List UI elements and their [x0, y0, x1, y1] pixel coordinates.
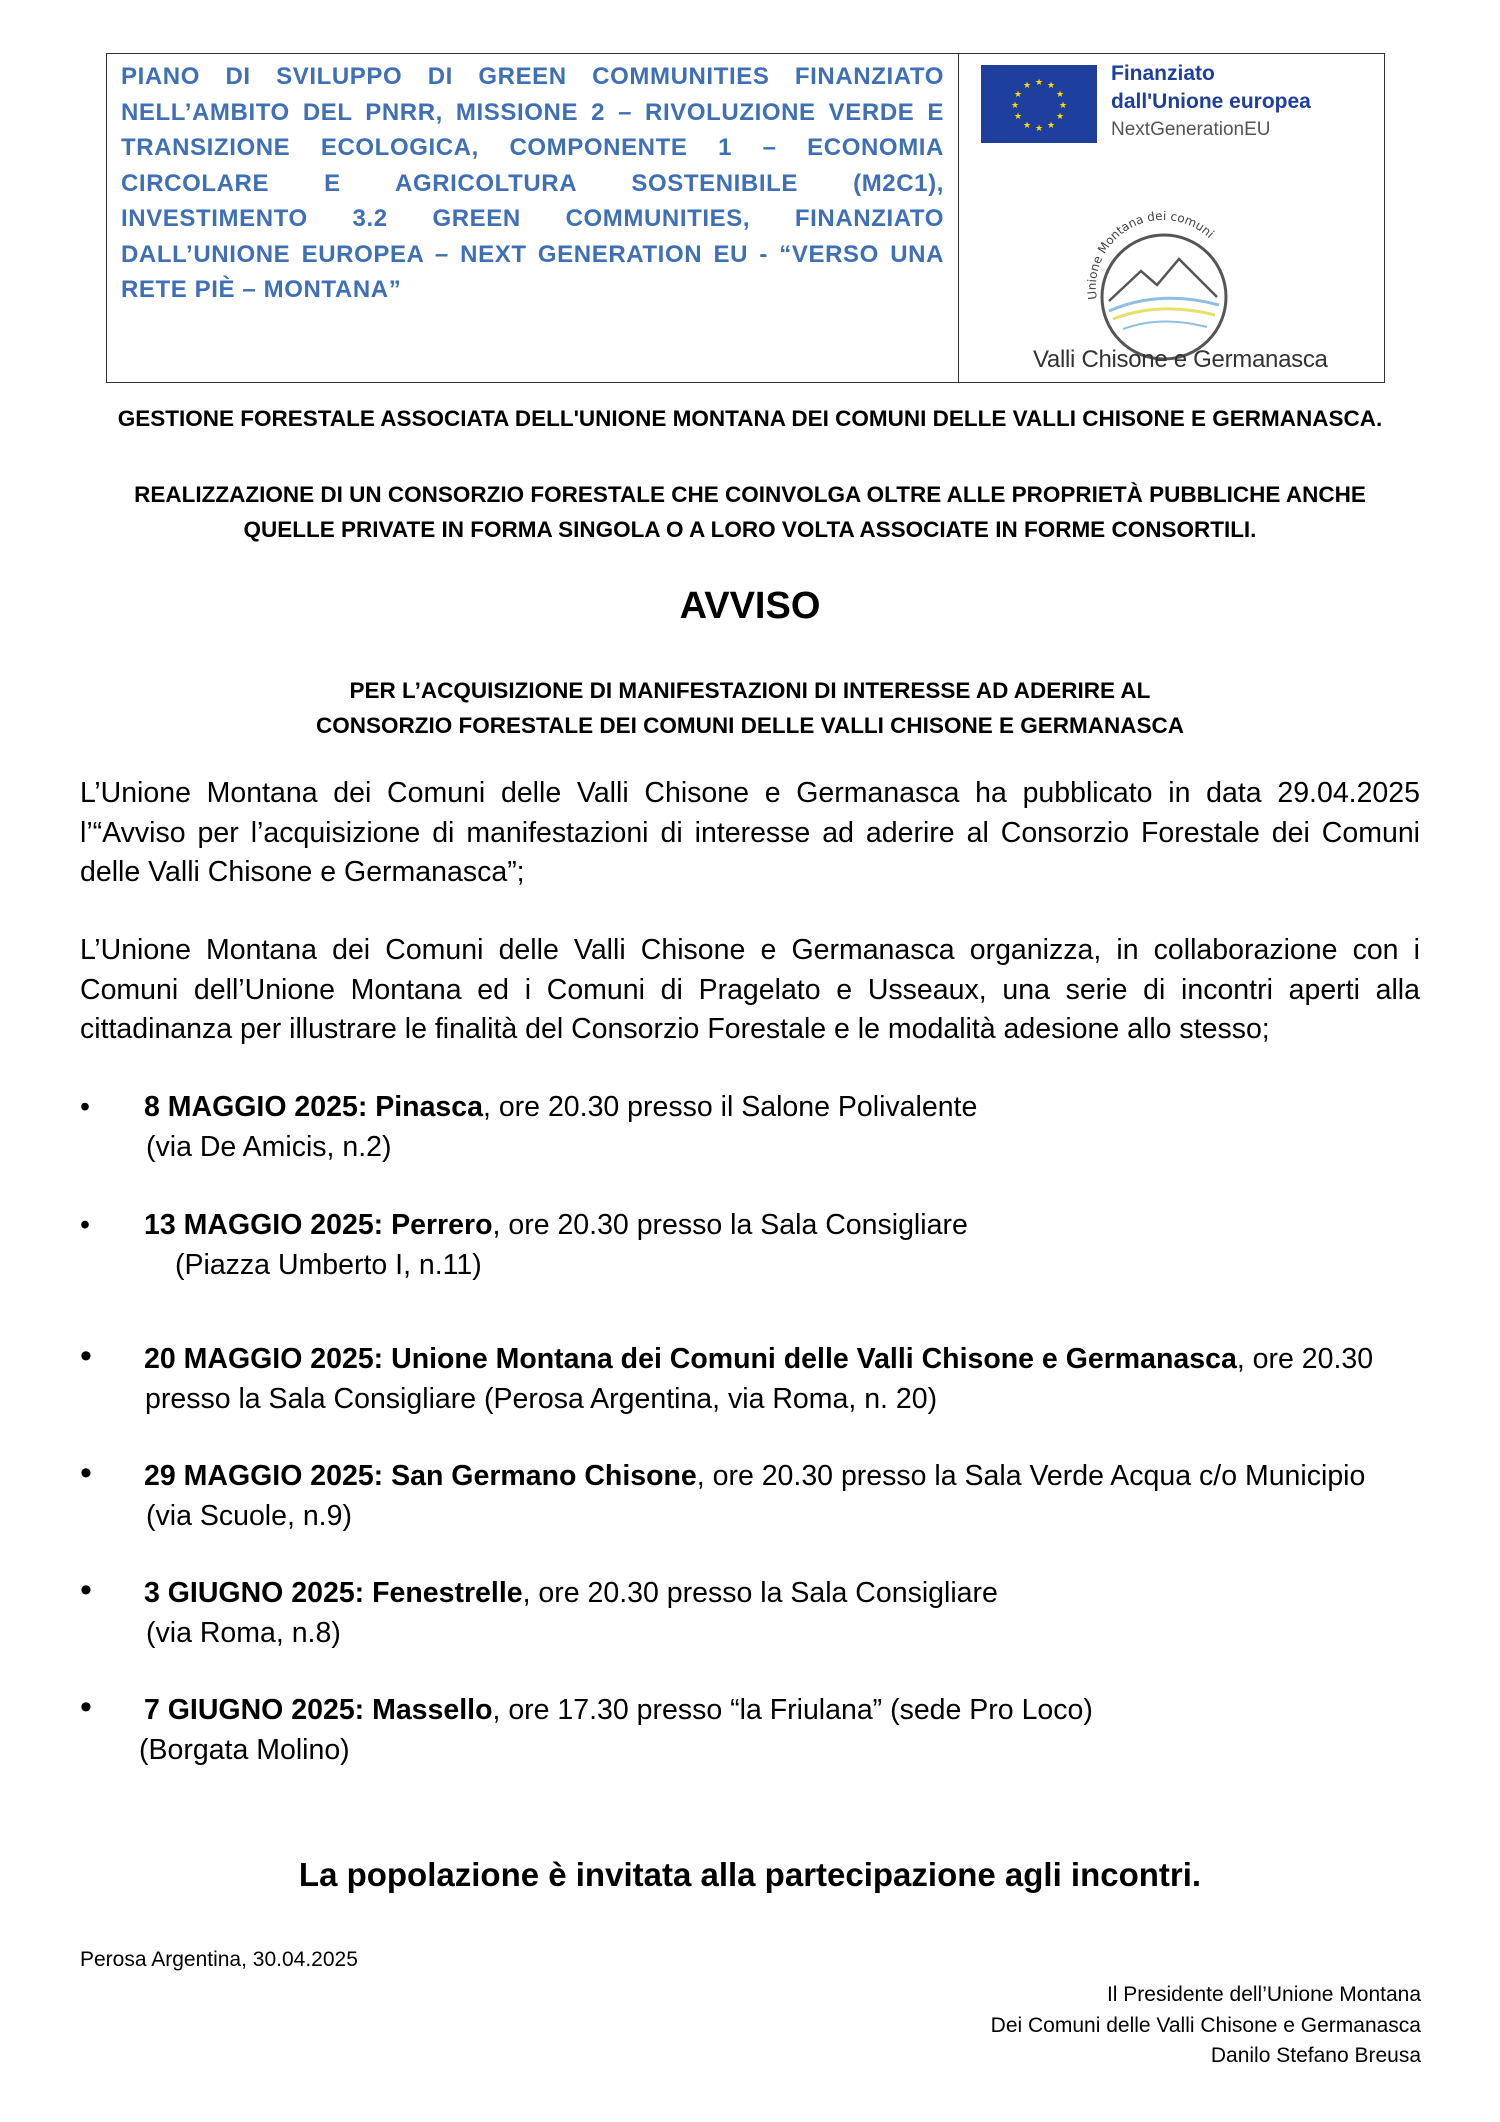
svg-text:★: ★ [1034, 124, 1044, 134]
place-date: Perosa Argentina, 30.04.2025 [80, 1948, 358, 1971]
title-realizzazione-line-1: REALIZZAZIONE DI UN CONSORZIO FORESTALE CHE COINVOLGA OLTRE ALLE PROPRIETÀ PUBBLICHE ANCHE [134, 482, 1366, 507]
event-place: Perrero [391, 1209, 493, 1241]
signature-line-2: Dei Comuni delle Valli Chisone e Germanasca [990, 2013, 1421, 2037]
event-address: (via Roma, n.8) [146, 1616, 341, 1649]
event-address: presso la Sala Consigliare (Perosa Argentina, via Roma, n. 20) [145, 1382, 938, 1415]
event-detail: , ore 20.30 presso la Sala Consigliare [492, 1209, 968, 1241]
event-address: (via Scuole, n.9) [146, 1499, 352, 1532]
eu-flag-icon [981, 65, 1097, 143]
svg-text:★: ★ [1046, 81, 1056, 91]
svg-text:★: ★ [1022, 81, 1032, 91]
avviso-subtitle-line-1: PER L’ACQUISIZIONE DI MANIFESTAZIONI DI INTERESSE AD ADERIRE AL [349, 678, 1151, 703]
eu-line-2: dall'Unione europea [1111, 90, 1311, 113]
event-address: (Piazza Umberto I, n.11) [175, 1248, 482, 1281]
bullet-icon: • [80, 1571, 92, 1609]
title-realizzazione-line-2: QUELLE PRIVATE IN FORMA SINGOLA O A LORO VOLTA ASSOCIATE IN FORME CONSORTILI. [243, 517, 1257, 542]
avviso-subtitle-line-2: CONSORZIO FORESTALE DEI COMUNI DELLE VALLI CHISONE E GERMANASCA [316, 713, 1184, 738]
bullet-icon: • [80, 1454, 92, 1492]
paragraph-publication: L’Unione Montana dei Comuni delle Valli Chisone e Germanasca ha pubblicato in data 29.04.2025 l’“Avviso per l’acquisizione di manifestazioni di interesse ad aderire al Consorzio Forestale dei Comuni delle Valli Chisone e Germanasca”; [80, 777, 1420, 888]
event-detail: , ore 20.30 presso il Salone Polivalente [483, 1091, 978, 1123]
event-date: 7 GIUGNO 2025: [144, 1694, 365, 1726]
signature-name: Danilo Stefano Breusa [1210, 2044, 1421, 2067]
logos-panel [959, 54, 1384, 382]
svg-text:★: ★ [1013, 90, 1023, 100]
event-place: San Germano Chisone [391, 1460, 697, 1492]
svg-text:★: ★ [1034, 78, 1044, 88]
header-box [106, 53, 1385, 383]
event-date: 8 MAGGIO 2025: [144, 1091, 368, 1123]
svg-text:Unione Montana dei comuni [1085, 209, 1217, 301]
program-text: PIANO DI SVILUPPO DI GREEN COMMUNITIES FINANZIATO NELL’AMBITO DEL PNRR, MISSIONE 2 – RIVOLUZIONE VERDE E TRANSIZIONE ECOLOGICA, COMPONENTE 1 – ECONOMIA CIRCOLARE E AGRICOLTURA SOSTENIBILE (M2C1), INVESTIMENTO 3.2 GREEN COMMUNITIES, FINANZIATO DALL’UNIONE EUROPEA – NEXT GENERATION EU - “VERSO UNA RETE PIÈ – MONTANA” [121, 63, 944, 303]
svg-text:★: ★ [1055, 90, 1065, 100]
program-description [107, 54, 959, 382]
svg-text:★: ★ [1055, 112, 1065, 122]
closing-invitation: La popolazione è invitata alla partecipazione agli incontri. [298, 1856, 1202, 1893]
logo-arc-text: Unione Montana dei comuni [1084, 208, 1217, 301]
eu-funding-label [1111, 60, 1311, 144]
event-place: Fenestrelle [372, 1577, 523, 1609]
event-detail: , ore 20.30 presso la Sala Verde Acqua c/o Municipio [696, 1460, 1366, 1492]
event-place: Pinasca [375, 1091, 483, 1123]
event-date: 29 MAGGIO 2025: [144, 1460, 384, 1492]
signature-block [991, 1980, 1421, 2072]
bullet-icon: • [80, 1091, 90, 1123]
event-detail: , ore 20.30 presso la Sala Consigliare [522, 1577, 998, 1609]
event-place: Unione Montana dei Comuni delle Valli Chisone e Germanasca [391, 1343, 1237, 1375]
svg-text:★: ★ [1010, 101, 1020, 111]
unione-montana-logo [1049, 189, 1269, 369]
event-detail: , ore 17.30 presso “la Friulana” (sede Pro Loco) [492, 1694, 1093, 1726]
bullet-icon: • [80, 1337, 92, 1375]
signature-line-1: Il Presidente dell’Unione Montana [1106, 1983, 1421, 2006]
svg-text:★: ★ [1046, 121, 1056, 131]
paragraph-meetings: L’Unione Montana dei Comuni delle Valli Chisone e Germanasca organizza, in collaborazione con i Comuni dell’Unione Montana ed i Comuni di Pragelato e Usseaux, una serie di incontri aperti alla cittadinanza per illustrare le finalità del Consorzio Forestale e le modalità adesione allo stesso; [80, 934, 1420, 1045]
event-date: 3 GIUGNO 2025: [144, 1577, 365, 1609]
event-detail: , ore 20.30 [1236, 1343, 1374, 1375]
eu-line-1: Finanziato [1111, 62, 1215, 85]
svg-text:★: ★ [1013, 112, 1023, 122]
event-date: 20 MAGGIO 2025: [144, 1343, 384, 1375]
title-realizzazione [0, 477, 1500, 547]
event-address: (Borgata Molino) [139, 1733, 350, 1766]
event-address: (via De Amicis, n.2) [146, 1130, 392, 1163]
svg-text:★: ★ [1022, 121, 1032, 131]
logo-caption: Valli Chisone e Germanasca [1033, 346, 1328, 373]
event-place: Massello [372, 1694, 493, 1726]
eu-line-3: NextGenerationEU [1111, 119, 1271, 140]
title-gestione: GESTIONE FORESTALE ASSOCIATA DELL'UNIONE MONTANA DEI COMUNI DELLE VALLI CHISONE E GERMANASCA. [117, 406, 1383, 431]
avviso-subtitle [0, 673, 1500, 743]
avviso-heading: AVVISO [679, 585, 821, 627]
bullet-icon: • [80, 1688, 92, 1726]
event-date: 13 MAGGIO 2025: [144, 1209, 384, 1241]
svg-text:★: ★ [1058, 101, 1068, 111]
bullet-icon: • [80, 1209, 90, 1241]
